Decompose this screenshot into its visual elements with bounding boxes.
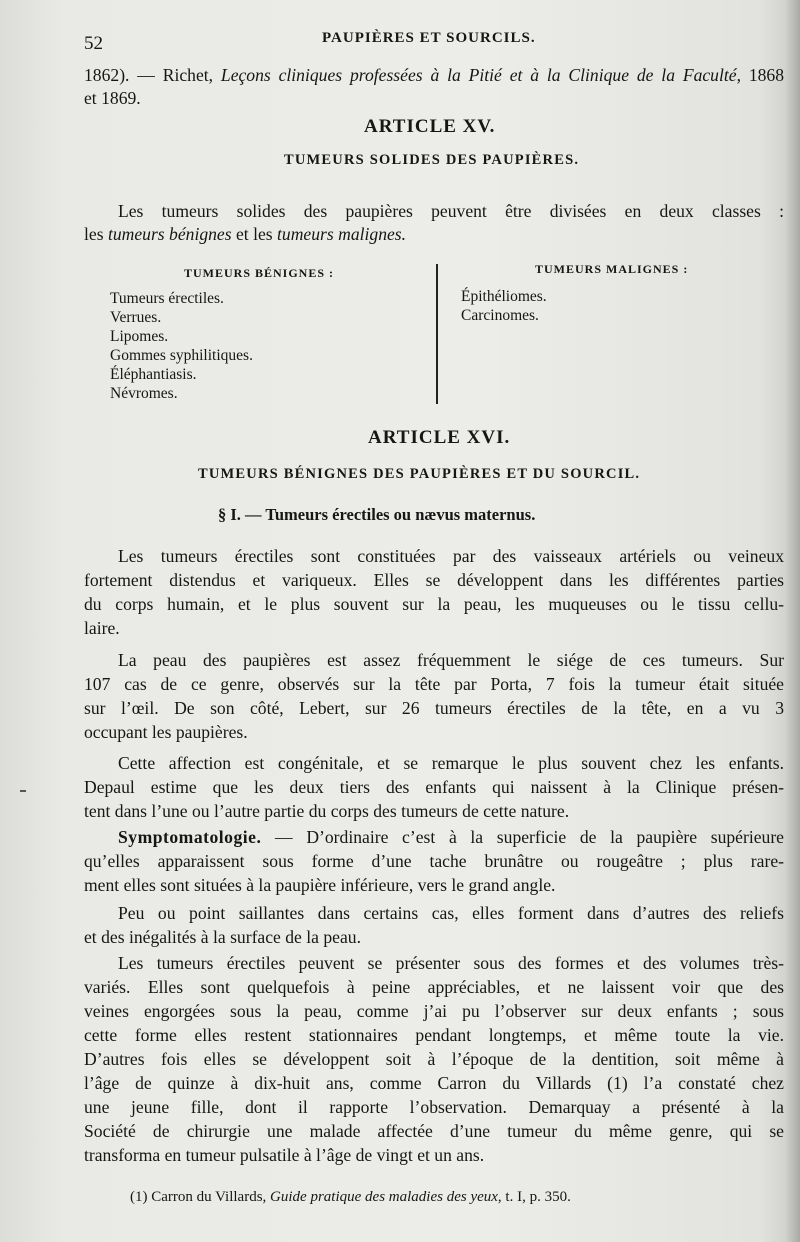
- body-line: laire.: [84, 618, 120, 638]
- subsection-title: § I. — Tumeurs érectiles ou nævus maternus.: [218, 505, 536, 524]
- body-line: Cette affection est congénitale, et se remarque le plus souvent chez les enfants.: [118, 753, 784, 773]
- citation-text: 1862). — Richet, Leçons cliniques professées à la Pitié et à la Clinique de la Faculté, 1868: [84, 65, 785, 85]
- article-15-title: ARTICLE XV.: [364, 116, 496, 137]
- body-line: 107 cas de ce genre, observés sur la tête par Porta, 7 fois la tumeur était située: [84, 674, 784, 694]
- benign-item: Tumeurs érectiles.: [110, 290, 224, 307]
- malignant-item: Épithéliomes.: [461, 288, 547, 305]
- margin-mark: [20, 790, 26, 792]
- body-line: Symptomatologie. — D’ordinaire c’est à la superficie de la paupière supérieure: [118, 827, 784, 847]
- body-line: ment elles sont situées à la paupière inférieure, vers le grand angle.: [84, 875, 556, 895]
- column-divider: [436, 264, 438, 404]
- benign-item: Névromes.: [110, 385, 178, 402]
- footnote: (1) Carron du Villards, Guide pratique des maladies des yeux, t. I, p. 350.: [130, 1189, 571, 1205]
- body-line: Peu ou point saillantes dans certains cas, elles forment dans d’autres des reliefs: [118, 903, 784, 923]
- body-line: D’autres fois elles se développent soit à l’époque de la dentition, soit même à: [84, 1049, 784, 1069]
- body-line: et des inégalités à la surface de la peau.: [84, 927, 361, 947]
- running-title: PAUPIÈRES ET SOURCILS.: [322, 30, 536, 46]
- body-line: occupant les paupières.: [84, 722, 248, 742]
- article-15-section-title: TUMEURS SOLIDES DES PAUPIÈRES.: [284, 152, 580, 168]
- body-line: Depaul estime que les deux tiers des enfants qui naissent à la Clinique présen-: [84, 777, 784, 797]
- benign-item: Gommes syphilitiques.: [110, 347, 253, 364]
- intro-line-1: Les tumeurs solides des paupières peuvent être divisées en deux classes :: [118, 201, 784, 221]
- body-line: variés. Elles sont quelquefois à peine appréciables, et ne laissent voir que des: [84, 977, 784, 997]
- body-line: veines engorgées sous la peau, comme j’ai pu l’observer sur deux enfants ; sous: [84, 1001, 784, 1021]
- benign-item: Lipomes.: [110, 328, 169, 345]
- body-line: une jeune fille, dont il rapporte l’observation. Demarquay a présenté à la: [84, 1097, 784, 1117]
- body-line: cette forme elles restent stationnaires pendant longtemps, et même toute la vie.: [84, 1025, 784, 1045]
- citation-line-1: [84, 64, 784, 87]
- benign-item: Verrues.: [110, 309, 162, 326]
- benign-heading: TUMEURS BÉNIGNES :: [184, 266, 335, 280]
- malignant-heading: TUMEURS MALIGNES :: [535, 262, 689, 276]
- intro-line-2: les tumeurs bénignes et les tumeurs malignes.: [84, 224, 407, 244]
- body-line: Les tumeurs érectiles peuvent se présenter sous des formes et des volumes très-: [118, 953, 784, 973]
- body-line: transforma en tumeur pulsatile à l’âge de vingt et un ans.: [84, 1145, 485, 1165]
- body-line: tent dans l’une ou l’autre partie du corps des tumeurs de cette nature.: [84, 801, 570, 821]
- body-line: Les tumeurs érectiles sont constituées par des vaisseaux artériels ou veineux: [118, 546, 784, 566]
- body-line: qu’elles apparaissent sous forme d’une tache brunâtre ou rougeâtre ; plus rare-: [84, 851, 784, 871]
- body-line: sur l’œil. De son côté, Lebert, sur 26 tumeurs érectiles de la tête, en a vu 3: [84, 698, 784, 718]
- body-line: fortement distendus et variqueux. Elles se développent dans les différentes parties: [84, 570, 784, 590]
- page-number: 52: [84, 33, 103, 54]
- malignant-item: Carcinomes.: [461, 307, 539, 324]
- page-binding-edge: [786, 0, 800, 1242]
- body-line: l’âge de quinze à dix-huit ans, comme Carron du Villards (1) l’a constaté chez: [84, 1073, 784, 1093]
- body-line: du corps humain, et le plus souvent sur la peau, les muqueuses ou le tissu cellu-: [84, 594, 784, 614]
- body-line: La peau des paupières est assez fréquemment le siége de ces tumeurs. Sur: [118, 650, 784, 670]
- footnote-title: Guide pratique des maladies des yeux: [270, 1189, 498, 1205]
- article-16-title: ARTICLE XVI.: [368, 427, 511, 448]
- benign-item: Éléphantiasis.: [110, 366, 197, 383]
- article-16-section-title: TUMEURS BÉNIGNES DES PAUPIÈRES ET DU SOURCIL.: [198, 466, 641, 482]
- citation-line-2: et 1869.: [84, 88, 141, 108]
- citation-title: Leçons cliniques professées à la Pitié et à la Clinique de la Faculté: [220, 65, 737, 85]
- symptomatologie-label: Symptomatologie.: [118, 827, 262, 847]
- body-line: Société de chirurgie une malade affectée d’une tumeur du même genre, qui se: [84, 1121, 784, 1141]
